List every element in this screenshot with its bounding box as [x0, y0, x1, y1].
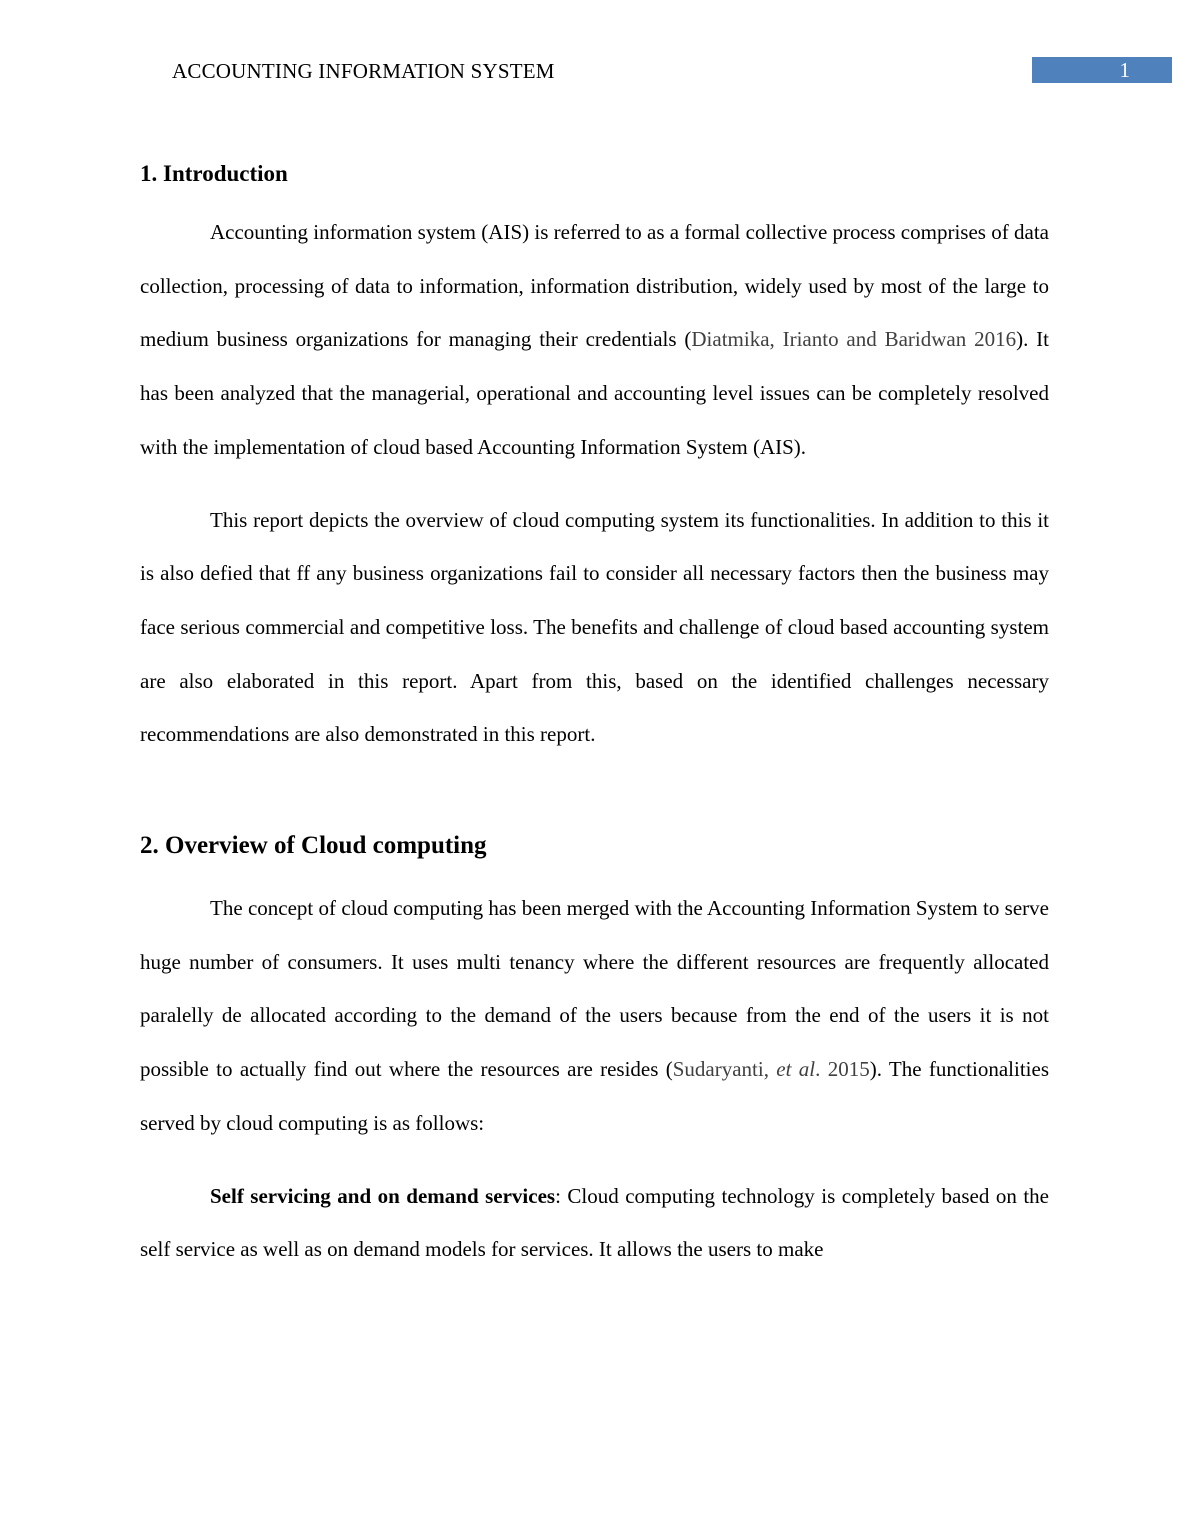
citation-year: . 2015: [815, 1057, 870, 1082]
self-servicing-text: : Cloud computing technology is completely based on the self service as well as on demand models for services. It allows the users to make: [140, 1183, 1049, 1262]
intro-paragraph-2: This report depicts the overview of cloud computing system its functionalities. In addition to this it is also defied that ff any business organizations fail to consider all necessary factors then the business may face serious commercial and competitive loss. The benefits and challenge of cloud based accounting system are also elaborated in this report. Apart from this, based on the identified challenges necessary recommendations are also demonstrated in this report.: [140, 507, 1049, 747]
running-head: ACCOUNTING INFORMATION SYSTEM: [172, 59, 555, 83]
citation-author: Sudaryanti,: [672, 1057, 777, 1082]
citation-sudaryanti: [673, 1057, 870, 1081]
self-servicing-lead: Self servicing and on demand services: [210, 1183, 556, 1208]
overview-paragraph-1: [140, 882, 1049, 1151]
document-body: [140, 154, 1049, 1277]
citation-diatmika: Diatmika, Irianto and Baridwan 2016: [691, 327, 1017, 352]
intro-paragraph-1: [140, 206, 1049, 475]
intro-p1-text-end: ). It has been analyzed that the managerial, operational and accounting level issues can be completely resolved with the implementation of cloud based Accounting Information System (AIS).: [140, 327, 1049, 459]
page-number: 1: [1032, 57, 1172, 83]
intro-p1-text: Accounting information system (AIS) is referred to as a formal collective process comprises of data collection, processing of data to information, information distribution, widely used by most of the large to medium business organizations for managing their credentials (: [140, 220, 1049, 352]
overview-p1-text-end: ). The functionalities served by cloud computing is as follows:: [140, 1057, 1049, 1135]
overview-p1-text: The concept of cloud computing has been merged with the Accounting Information System to serve huge number of consumers. It uses multi tenancy where the different resources are frequently allocated paralelly de allocated according to the demand of the users because from the end of the users it is not possible to actually find out where the resources are resides (: [140, 896, 1049, 1082]
overview-paragraph-2: [140, 1170, 1049, 1277]
heading-overview: 2. Overview of Cloud computing: [140, 832, 487, 860]
heading-introduction: 1. Introduction: [140, 161, 288, 186]
citation-et-al: et al: [776, 1057, 816, 1082]
